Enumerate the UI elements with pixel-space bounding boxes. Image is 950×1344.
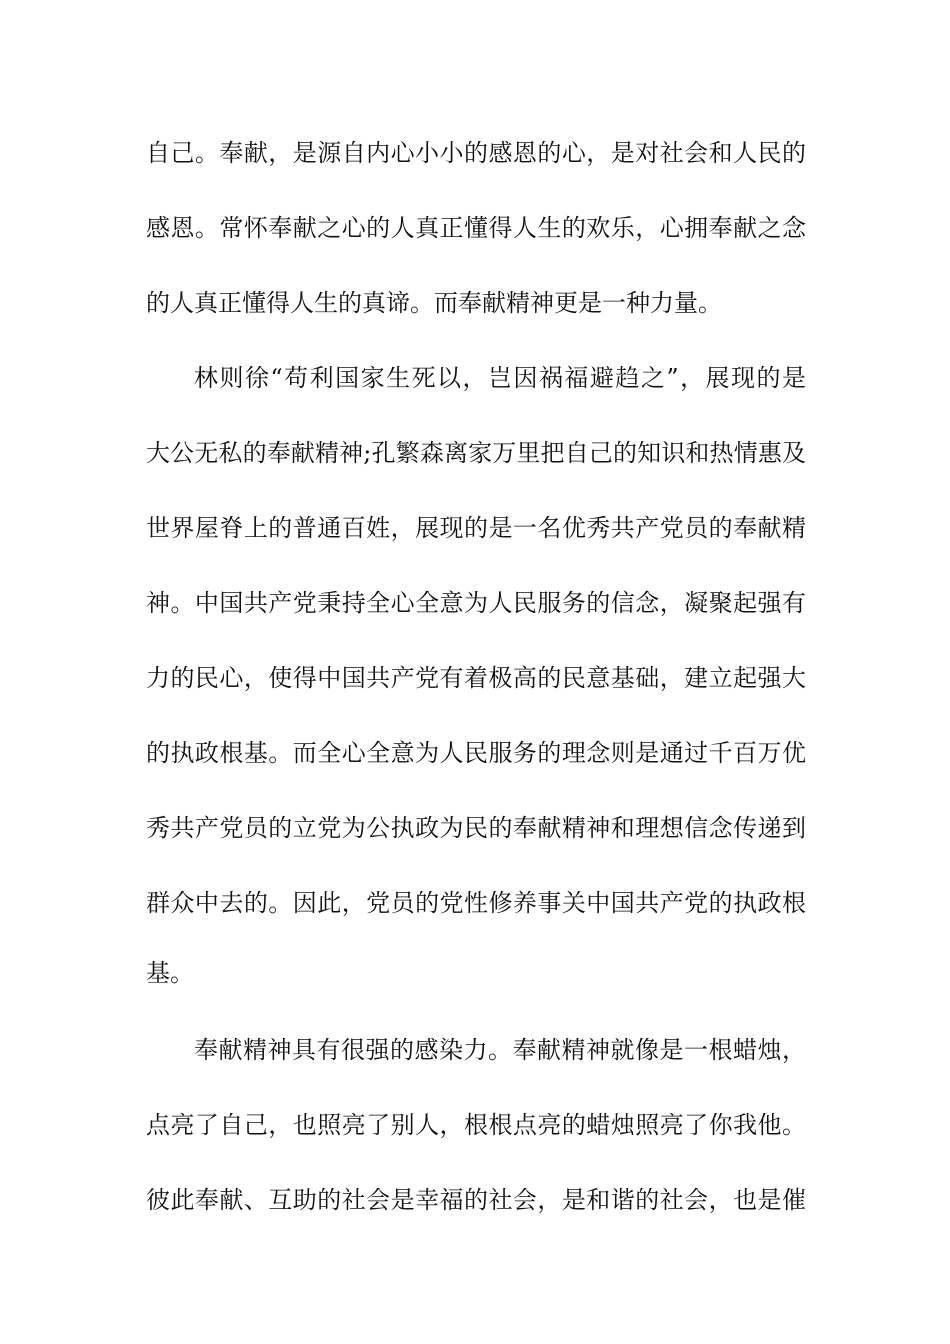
text-line: 秀共产党员的立党为公执政为民的奉献精神和理想信念传递到	[146, 814, 806, 842]
text-line: 基。	[146, 959, 194, 987]
text-line: 力的民心，使得中国共产党有着极高的民意基础，建立起强大	[146, 664, 806, 692]
text-line: 感恩。常怀奉献之心的人真正懂得人生的欢乐，心拥奉献之念	[146, 214, 806, 242]
text-line: 的人真正懂得人生的真谛。而奉献精神更是一种力量。	[146, 289, 722, 317]
text-line: 神。中国共产党秉持全心全意为人民服务的信念，凝聚起强有	[146, 589, 806, 617]
paragraph-first-line: 奉献精神具有很强的感染力。奉献精神就像是一根蜡烛，	[194, 1036, 806, 1064]
paragraph-first-line: 林则徐“苟利国家生死以，岂因祸福避趋之”，展现的是	[194, 364, 806, 392]
text-line: 彼此奉献、互助的社会是幸福的社会，是和谐的社会，也是催	[146, 1186, 806, 1214]
text-line: 大公无私的奉献精神;孔繁森离家万里把自己的知识和热情惠及	[146, 439, 806, 467]
text-line: 群众中去的。因此，党员的党性修养事关中国共产党的执政根	[146, 889, 806, 917]
text-line: 点亮了自己，也照亮了别人，根根点亮的蜡烛照亮了你我他。	[146, 1111, 806, 1139]
text-line: 自己。奉献，是源自内心小小的感恩的心，是对社会和人民的	[146, 139, 806, 167]
text-line: 世界屋脊上的普通百姓，展现的是一名优秀共产党员的奉献精	[146, 514, 806, 542]
text-line: 的执政根基。而全心全意为人民服务的理念则是通过千百万优	[146, 739, 806, 767]
